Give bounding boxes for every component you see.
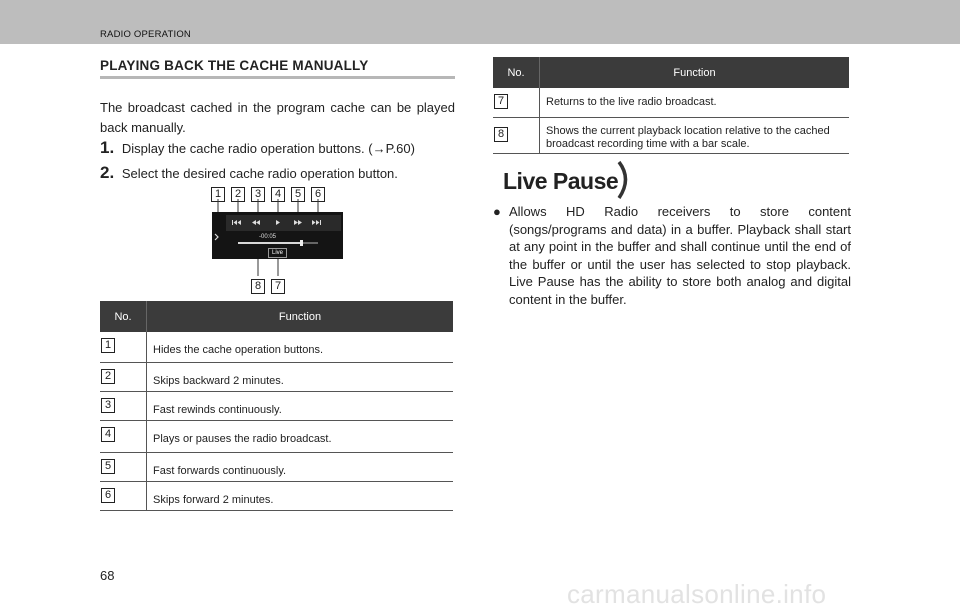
- callout-2: 2: [231, 184, 245, 202]
- bullet-icon: ●: [493, 204, 501, 219]
- live-pause-logo: [500, 158, 640, 207]
- table-row: 3 Fast rewinds continuously.: [100, 391, 453, 420]
- table-row: 7 Returns to the live radio broadcast.: [493, 88, 849, 117]
- step-text: Select the desired cache radio operation button.: [121, 166, 398, 181]
- live-button[interactable]: Live: [268, 248, 287, 258]
- column-header-function: Function: [147, 301, 454, 332]
- playback-bar-fill: [238, 242, 302, 244]
- column-header-no: No.: [493, 57, 540, 88]
- table-row: 6 Skips forward 2 minutes.: [100, 481, 453, 510]
- callout-5: 5: [291, 184, 305, 202]
- table-row: 2 Skips backward 2 minutes.: [100, 362, 453, 391]
- column-header-no: No.: [100, 301, 147, 332]
- logo-text: Live Pause: [503, 168, 619, 194]
- callout-7: 7: [271, 276, 285, 294]
- section-title: PLAYING BACK THE CACHE MANUALLY: [100, 58, 369, 73]
- callout-6: 6: [311, 184, 325, 202]
- table-row: 5 Fast forwards continuously.: [100, 452, 453, 481]
- callout-4: 4: [271, 184, 285, 202]
- cache-operation-screen: [212, 212, 343, 259]
- table-row: 4 Plays or pauses the radio broadcast.: [100, 420, 453, 452]
- button-strip: [226, 215, 341, 231]
- step-text: Display the cache radio operation buttons. (→P.60): [121, 141, 415, 156]
- table-row: 8 Shows the current playback location relative to the cached broadcast recording time with a bar scale.: [493, 117, 849, 153]
- intro-paragraph: The broadcast cached in the program cache can be played back manually.: [100, 100, 455, 135]
- time-readout: -00:05: [259, 234, 277, 240]
- section-label: RADIO OPERATION: [100, 29, 191, 40]
- step-number: 1.: [100, 138, 115, 157]
- table-row: 1 Hides the cache operation buttons.: [100, 332, 453, 362]
- column-header-function: Function: [540, 57, 850, 88]
- callout-8: 8: [251, 276, 265, 294]
- chevron-right-icon[interactable]: [215, 234, 218, 240]
- function-table-right: [493, 57, 849, 154]
- bullet-text: Allows HD Radio receivers to store content (songs/programs and data) in a buffer. Playback shall start at any point in the buffer and shall continue until the end of the buffer or until the user has selected to stop playback. Live Pause has the ability to store both analog and digital content in the buffer.: [509, 204, 851, 307]
- function-table-left: [100, 301, 453, 511]
- step-number: 2.: [100, 163, 115, 182]
- watermark: carmanualsonline.info: [567, 579, 827, 609]
- playback-bar-handle[interactable]: [300, 240, 303, 246]
- callout-3: 3: [251, 184, 265, 202]
- page-number: 68: [100, 568, 115, 583]
- callout-1: 1: [211, 184, 225, 202]
- live-pause-description: [493, 203, 851, 308]
